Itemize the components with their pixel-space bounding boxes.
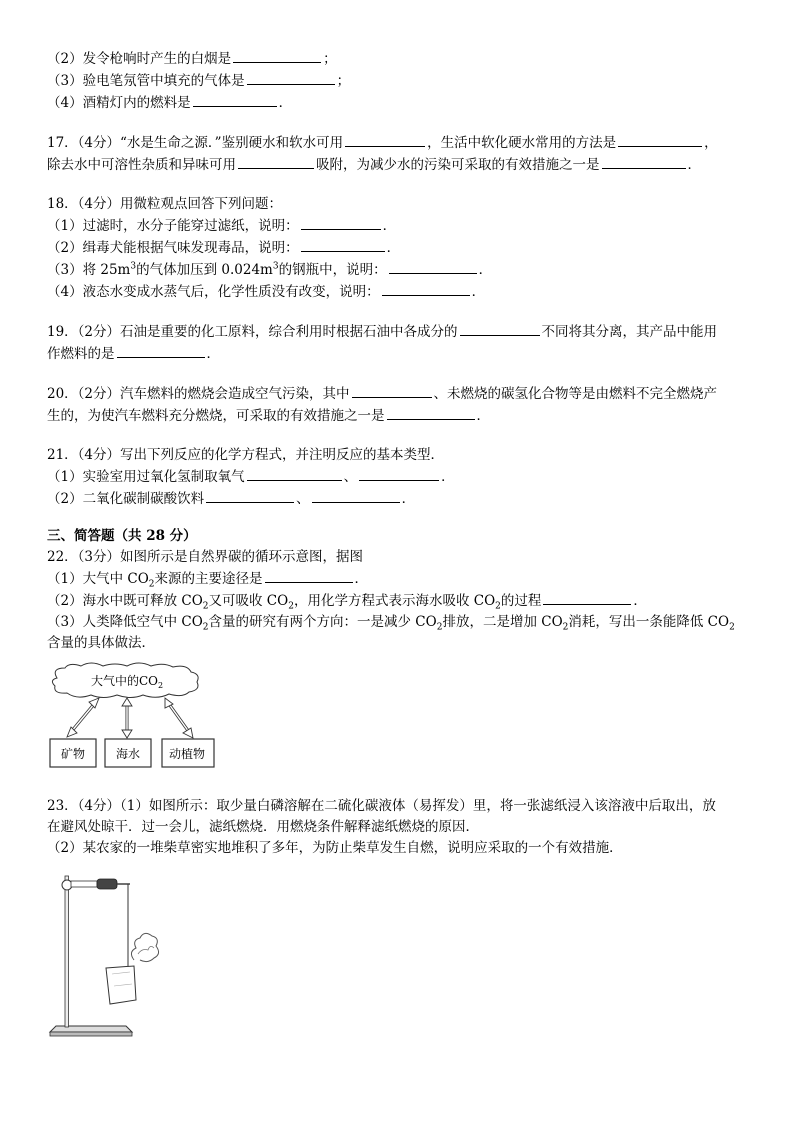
answer-blank[interactable] bbox=[193, 92, 277, 107]
answer-blank[interactable] bbox=[238, 154, 314, 169]
punct: 、 bbox=[343, 469, 358, 485]
q21-text: （2）二氧化碳制碳酸饮料 bbox=[47, 491, 205, 507]
q16-item3-text: （3）验电笔氖管中填充的气体是 bbox=[47, 73, 245, 89]
q22-text: 排放，二是增加 CO bbox=[442, 614, 563, 630]
punct: ； bbox=[336, 73, 351, 89]
punct: ． bbox=[687, 157, 701, 173]
q18-item2 bbox=[47, 237, 753, 259]
punct: ． bbox=[386, 240, 401, 256]
q17-line1 bbox=[47, 132, 753, 154]
q22-item2 bbox=[47, 590, 753, 612]
stand-rod bbox=[65, 876, 69, 1027]
q17-text: 吸附，为减少水的污染可采取的有效措施之一是 bbox=[316, 157, 600, 173]
q16-item4-text: （4）酒精灯内的燃料是 bbox=[47, 95, 191, 111]
punct: ． bbox=[354, 571, 369, 587]
answer-blank[interactable] bbox=[389, 259, 477, 274]
answer-blank[interactable] bbox=[618, 132, 702, 147]
q20-text: 20．（2分）汽车燃料的燃烧会造成空气污染，其中 bbox=[47, 386, 350, 402]
q19-line1 bbox=[47, 321, 753, 343]
right-double-arrow bbox=[165, 698, 193, 738]
q20-line2 bbox=[47, 405, 753, 427]
clamp-holder bbox=[62, 880, 72, 890]
punct: ． bbox=[478, 262, 493, 278]
q18-text: （1）过滤时，水分子能穿过滤纸，说明： bbox=[47, 218, 299, 234]
left-double-arrow bbox=[67, 698, 99, 737]
q22-text: 来源的主要途径是 bbox=[154, 571, 263, 587]
middle-double-arrow bbox=[122, 698, 132, 738]
subscript: 2 bbox=[148, 579, 155, 590]
q20-text: 、未燃烧的碳氢化合物等是由燃料不完全燃烧产 bbox=[433, 386, 718, 402]
q22-text: （3）人类降低空气中 CO bbox=[47, 614, 203, 630]
q22-item3 bbox=[47, 612, 753, 633]
q19-line2 bbox=[47, 343, 753, 365]
q17-text: 除去水中可溶性杂质和异味可用 bbox=[47, 157, 236, 173]
clamp-jaw bbox=[97, 879, 117, 889]
subscript: 2 bbox=[495, 601, 501, 612]
q17-line2 bbox=[47, 154, 753, 176]
answer-blank[interactable] bbox=[312, 488, 400, 503]
q18-item4 bbox=[47, 281, 753, 303]
q18-text: 的钢瓶中，说明： bbox=[278, 262, 387, 278]
subscript: 2 bbox=[436, 622, 443, 633]
q18-text: 的气体加压到 0.024m bbox=[136, 262, 273, 278]
q22-text: （2）海水中既可释放 CO bbox=[47, 593, 203, 609]
q18-text: （4）液态水变成水蒸气后，化学性质没有改变，说明： bbox=[47, 284, 380, 300]
punct: ． bbox=[633, 593, 647, 609]
exam-page bbox=[47, 48, 753, 654]
subscript: 2 bbox=[288, 601, 294, 612]
q23-block bbox=[47, 796, 753, 859]
q22-item1 bbox=[47, 568, 753, 590]
carbon-cycle-diagram bbox=[47, 662, 217, 770]
q21-stem: 21．（4分）写出下列反应的化学方程式，并注明反应的基本类型． bbox=[47, 447, 445, 463]
q22-text: 消耗，写出一条能降低 CO bbox=[568, 614, 730, 630]
box-seawater-label: 海水 bbox=[116, 747, 141, 761]
smoke-swirl bbox=[138, 946, 154, 954]
punct: ． bbox=[206, 346, 220, 362]
smoke-icon bbox=[131, 933, 158, 961]
answer-blank[interactable] bbox=[301, 215, 381, 230]
cloud-label: 大气中的$CO_2$ bbox=[91, 674, 164, 690]
q22-text: 含量的研究有两个方向：一是减少 CO bbox=[208, 614, 437, 630]
answer-blank[interactable] bbox=[345, 132, 425, 147]
q19-text: 19．（2分）石油是重要的化工原料，综合利用时根据石油中各成分的 bbox=[47, 324, 458, 340]
q18-text: （2）缉毒犬能根据气味发现毒品，说明： bbox=[47, 240, 299, 256]
punct: ． bbox=[476, 408, 490, 424]
punct: ． bbox=[471, 284, 486, 300]
q22-stem: 22．（3分）如图所示是自然界碳的循环示意图，据图 bbox=[47, 549, 364, 565]
subscript: 2 bbox=[202, 601, 209, 612]
answer-blank[interactable] bbox=[117, 343, 205, 358]
answer-blank[interactable] bbox=[387, 405, 475, 420]
q21-item2 bbox=[47, 488, 753, 510]
iron-stand-figure bbox=[44, 868, 164, 1044]
answer-blank[interactable] bbox=[602, 154, 686, 169]
q18-stem: 18．（4分）用微粒观点回答下列问题： bbox=[47, 196, 283, 212]
section-title: 三、简答题（共 28 分） bbox=[47, 528, 197, 544]
q16-item2-text: （2）发令枪响时产生的白烟是 bbox=[47, 51, 232, 67]
answer-blank[interactable] bbox=[247, 466, 342, 481]
q19-text: 作燃料的是 bbox=[47, 346, 115, 362]
q18-item3 bbox=[47, 259, 753, 281]
subscript: 2 bbox=[729, 622, 735, 633]
answer-blank[interactable] bbox=[247, 70, 335, 85]
q22-text: 的过程 bbox=[500, 593, 542, 609]
punct: ． bbox=[382, 218, 397, 234]
q19-text: 不同将其分离，其产品中能用 bbox=[541, 324, 718, 340]
answer-blank[interactable] bbox=[543, 590, 631, 605]
q18-item1 bbox=[47, 215, 753, 237]
q18-text: （3）将 25m bbox=[47, 262, 131, 278]
punct: ， bbox=[704, 135, 718, 151]
answer-blank[interactable] bbox=[359, 466, 439, 481]
stand-base bbox=[50, 1026, 132, 1032]
punct: ． bbox=[441, 469, 455, 485]
punct: 、 bbox=[296, 491, 310, 507]
answer-blank[interactable] bbox=[301, 237, 385, 252]
q17-text: 17．（4分）“水是生命之源．”鉴别硬水和软水可用 bbox=[47, 135, 344, 151]
answer-blank[interactable] bbox=[233, 48, 321, 63]
q23-line1: 23．（4分）（1）如图所示：取少量白磷溶解在二硫化碳液体（易挥发）里，将一张滤纸浸入该溶液中后取出，放 bbox=[47, 798, 716, 814]
q16-item3 bbox=[47, 70, 753, 92]
superscript: 3 bbox=[272, 261, 279, 272]
q20-line1 bbox=[47, 383, 753, 405]
punct: ． bbox=[278, 95, 293, 111]
answer-blank[interactable] bbox=[382, 281, 470, 296]
clamp-arm bbox=[71, 881, 97, 887]
answer-blank[interactable] bbox=[352, 383, 432, 398]
q21-item1 bbox=[47, 466, 753, 488]
q16-item4 bbox=[47, 92, 753, 114]
q23-line3: （2）某农家的一堆柴草密实地堆积了多年，为防止柴草发生自燃，说明应采取的一个有效措施． bbox=[47, 840, 623, 856]
box-minerals-label: 矿物 bbox=[61, 747, 86, 761]
iron-stand-svg bbox=[44, 868, 164, 1044]
q20-text: 生的，为使汽车燃料充分燃烧，可采取的有效措施之一是 bbox=[47, 408, 385, 424]
superscript: 3 bbox=[130, 261, 137, 272]
q16-item2 bbox=[47, 48, 753, 70]
q17-text: ，生活中软化硬水常用的方法是 bbox=[427, 135, 617, 151]
q22-text: 又可吸收 CO bbox=[208, 593, 289, 609]
stand-base-edge bbox=[50, 1032, 132, 1036]
q21-text: （1）实验室用过氧化氢制取氧气 bbox=[47, 469, 245, 485]
q22-item3-cont: 含量的具体做法． bbox=[47, 635, 155, 651]
answer-blank[interactable] bbox=[265, 568, 353, 583]
subscript: 2 bbox=[202, 622, 209, 633]
punct: ． bbox=[401, 491, 416, 507]
q22-text: （1）大气中 CO bbox=[47, 571, 149, 587]
q22-text: ，用化学方程式表示海水吸收 CO bbox=[293, 593, 496, 609]
answer-blank[interactable] bbox=[206, 488, 294, 503]
box-flora-fauna-label: 动植物 bbox=[169, 747, 206, 761]
punct: ； bbox=[323, 51, 337, 67]
q23-line2: 在避风处晾干．过一会儿，滤纸燃烧．用燃烧条件解释滤纸燃烧的原因． bbox=[47, 819, 479, 835]
carbon-cycle-svg bbox=[47, 662, 217, 770]
subscript: 2 bbox=[562, 622, 569, 633]
answer-blank[interactable] bbox=[460, 321, 540, 336]
